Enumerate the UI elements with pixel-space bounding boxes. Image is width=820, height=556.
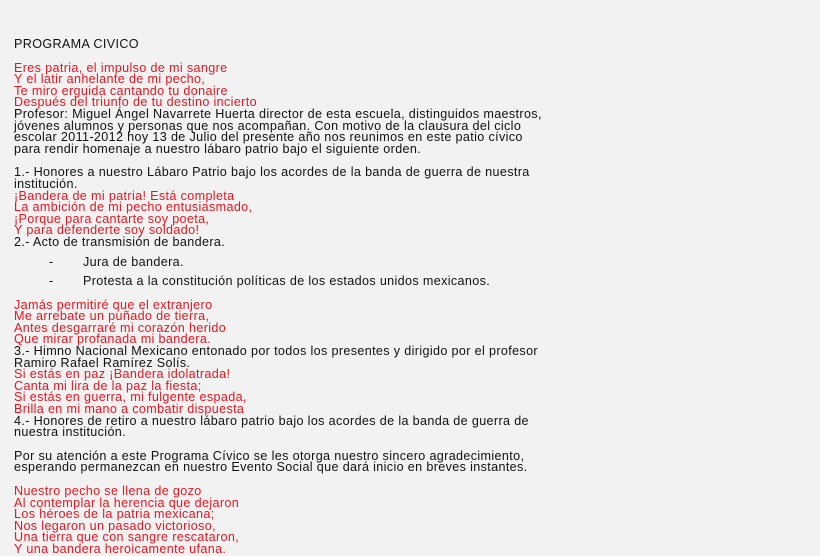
verse-line: Nuestro pecho se llena de gozo — [14, 484, 202, 498]
program-item-3 — [14, 346, 814, 369]
poem-bandera-de-mi-patria — [14, 188, 814, 238]
verse-line: Y para defenderte soy soldado! — [14, 223, 200, 238]
intro-paragraph — [14, 106, 814, 156]
verse-line: Antes desgarraré mi corazón herido — [14, 320, 227, 335]
poem-nuestro-pecho — [14, 486, 814, 556]
verse-line: Y el latir anhelante de mi pecho, — [14, 72, 206, 87]
paragraph-line: para rendir homenaje a nuestro lábaro patrio bajo el siguiente orden. — [14, 141, 422, 156]
verse-line: Jamás permitiré que el extranjero — [14, 297, 213, 312]
paragraph-line: 1.- Honores a nuestro Lábaro Patrio bajo los acordes de la banda de guerra de nuestra — [14, 165, 530, 180]
bullet-item-protesta — [14, 276, 814, 288]
program-item-4 — [14, 413, 814, 440]
program-item-2: 2.- Acto de transmisión de bandera. — [14, 234, 226, 249]
verse-line: Canta mi lira de la paz la fiesta; — [14, 378, 202, 393]
verse-line: Eres patria, el impulso de mi sangre — [14, 60, 228, 75]
verse-line: Y una bandera heroicamente ufana. — [14, 541, 227, 556]
verse-line: Los héroes de la patria mexicana; — [14, 507, 215, 522]
paragraph-line: escolar 2011-2012 hoy 13 de Julio del presente año nos reunimos en este patio cívico — [14, 130, 523, 145]
verse-line: Nos legaron un pasado victorioso, — [14, 518, 216, 533]
bullet-item-jura — [14, 254, 814, 269]
verse-line: Después del triunfo de tu destino incierto — [14, 95, 257, 110]
verse-line: Al contemplar la herencia que dejaron — [14, 495, 240, 510]
paragraph-line: 4.- Honores de retiro a nuestro lábaro patrio bajo los acordes de la banda de guerra de — [14, 413, 529, 428]
document-body — [14, 39, 814, 556]
verse-line: Si estás en guerra, mi fulgente espada, — [14, 390, 247, 405]
paragraph-line: esperando permanezcan en nuestro Evento Social que dará inicio en breves instantes. — [14, 460, 528, 475]
bullet-text: Jura de bandera. — [83, 254, 184, 269]
poem-eres-patria — [14, 60, 814, 110]
verse-line: Una tierra que con sangre rescataron, — [14, 530, 240, 545]
verse-line: ¡Bandera de mi patria! Está completa — [14, 188, 235, 203]
paragraph-line: jóvenes alumnos y personas que nos acompañan. Con motivo de la clausura del ciclo — [14, 118, 522, 133]
bullet-dash: - — [49, 254, 54, 269]
closing-paragraph — [14, 448, 814, 475]
paragraph-line: 3.- Himno Nacional Mexicano entonado por todos los presentes y dirigido por el profesor — [14, 344, 538, 359]
verse-line: ¡Porque para cantarte soy poeta, — [14, 211, 210, 226]
bullet-dash: - — [49, 274, 54, 289]
document-title: PROGRAMA CIVICO — [14, 37, 139, 51]
paragraph-line: institución. — [14, 176, 78, 191]
paragraph-line: Ramiro Rafael Ramírez Solís. — [14, 355, 191, 370]
verse-line: Si estás en paz ¡Bandera idolatrada! — [14, 367, 231, 382]
bullet-text: Protesta a la constitución políticas de los estados unidos mexicanos. — [83, 274, 491, 289]
verse-line: Te miro erguida cantando tu donaire — [14, 83, 228, 98]
paragraph-line: Profesor: Miguel Ángel Navarrete Huerta director de esta escuela, distinguidos maestros, — [14, 106, 542, 121]
program-item-1 — [14, 167, 814, 190]
paragraph-line: Por su atención a este Programa Cívico se les otorga nuestro sincero agradecimiento, — [14, 448, 525, 463]
verse-line: Me arrebate un puñado de tierra, — [14, 309, 210, 324]
poem-si-estas-en-paz — [14, 369, 814, 415]
paragraph-line: nuestra institución. — [14, 425, 127, 440]
verse-line: Que mirar profanada mi bandera. — [14, 332, 212, 347]
verse-line: La ambición de mi pecho entusiasmado, — [14, 200, 253, 215]
verse-line: Brilla en mi mano a combatir dispuesta — [14, 402, 245, 417]
poem-jamas-permitire — [14, 297, 814, 347]
